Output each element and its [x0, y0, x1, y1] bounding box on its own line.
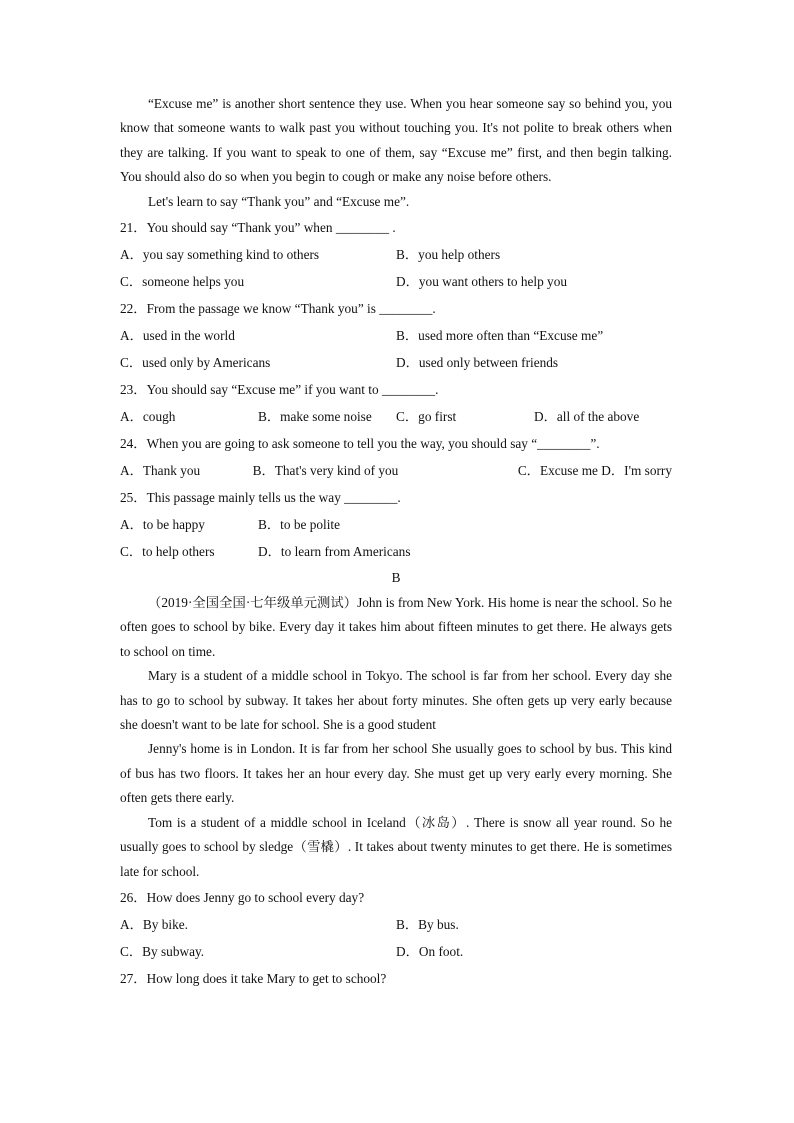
- question-26-option-d: D．On foot.: [396, 943, 464, 959]
- question-26-options-row-1: [120, 911, 672, 938]
- question-23-option-a: A．cough: [120, 409, 176, 425]
- question-21-options-row-2: [120, 268, 672, 295]
- question-25-option-b: B．to be polite: [258, 517, 340, 533]
- section-b-paragraph-3: Jenny's home is in London. It is far from her school She usually goes to school by bus. This kind of bus has two floors. It takes her an hour every day. She must get up very early every morning. She often gets there early.: [120, 741, 672, 806]
- question-21-options-row-1: [120, 241, 672, 268]
- question-25-stem: 25．This passage mainly tells us the way ________.: [120, 490, 401, 506]
- question-26-option-c: C．By subway.: [120, 943, 205, 959]
- question-25-option-d: D．to learn from Americans: [258, 544, 411, 560]
- question-21-option-b: B．you help others: [396, 247, 501, 263]
- question-21-option-a: A．you say something kind to others: [120, 247, 320, 263]
- question-26-option-b: B．By bus.: [396, 916, 459, 932]
- question-21-option-c: C．someone helps you: [120, 274, 245, 290]
- section-b-heading: B: [391, 570, 401, 586]
- question-25-options-row-2: [120, 538, 672, 565]
- question-24-option-b: B．That's very kind of you: [252, 463, 399, 479]
- question-25-options-row-1: [120, 511, 672, 538]
- question-22-option-b: B．used more often than “Excuse me”: [396, 328, 604, 344]
- question-21-option-d: D．you want others to help you: [396, 274, 567, 290]
- question-22-option-c: C．used only by Americans: [120, 355, 271, 371]
- question-22-options-row-1: [120, 322, 672, 349]
- question-26-stem: 26．How does Jenny go to school every day?: [120, 889, 365, 905]
- question-23-option-d: D．all of the above: [534, 409, 640, 425]
- question-22-options-row-2: [120, 349, 672, 376]
- passage-a-paragraph-1: “Excuse me” is another short sentence they use. When you hear someone say so behind you, you know that someone wants to walk past you without touching you. It's not polite to break others when they are talking. If you want to speak to one of them, say “Excuse me” first, and then begin talking. You should also do so when you begin to cough or make any noise before others.: [120, 96, 672, 185]
- document-page: [120, 92, 672, 992]
- section-b-paragraph-2: Mary is a student of a middle school in Tokyo. The school is far from her school. Every day she has to go to school by subway. It takes her about forty minutes. She often gets up very early because she doesn't want to be late for school. She is a good student: [120, 668, 672, 733]
- question-23-option-c: C．go first: [396, 409, 457, 425]
- question-24-stem: 24．When you are going to ask someone to tell you the way, you should say “________”.: [120, 436, 600, 452]
- question-26-options-row-2: [120, 938, 672, 965]
- question-23-options-row: [120, 403, 672, 430]
- question-23-option-b: B．make some noise: [258, 409, 372, 425]
- question-23-stem: 23．You should say “Excuse me” if you want to ________.: [120, 382, 439, 398]
- section-b-paragraph-1: （2019·全国全国·七年级单元测试）John is from New York. His home is near the school. So he often goes to school by bike. Every day it takes him about fifteen minutes to get there. He always gets to school on time.: [120, 595, 672, 659]
- section-b-paragraph-4: Tom is a student of a middle school in Iceland（冰岛）. There is snow all year round. So he usually goes to school by sledge（雪橇）. It takes about twenty minutes to get there. He is sometimes late for school.: [120, 814, 672, 879]
- question-24-options-row: [120, 457, 672, 484]
- question-22-option-d: D．used only between friends: [396, 355, 559, 371]
- question-22-option-a: A．used in the world: [120, 328, 235, 344]
- question-25-option-c: C．to help others: [120, 544, 215, 560]
- question-24-option-a: A．Thank you: [120, 463, 201, 479]
- question-27-stem: 27．How long does it take Mary to get to school?: [120, 970, 387, 986]
- question-24-option-cd: C．Excuse me D．I'm sorry: [517, 463, 672, 479]
- question-25-option-a: A．to be happy: [120, 517, 205, 533]
- question-26-option-a: A．By bike.: [120, 916, 188, 932]
- question-21-stem: 21．You should say “Thank you” when ________ .: [120, 220, 396, 236]
- question-22-stem: 22．From the passage we know “Thank you” is ________.: [120, 301, 436, 317]
- passage-a-paragraph-2: Let's learn to say “Thank you” and “Excuse me”.: [148, 193, 410, 209]
